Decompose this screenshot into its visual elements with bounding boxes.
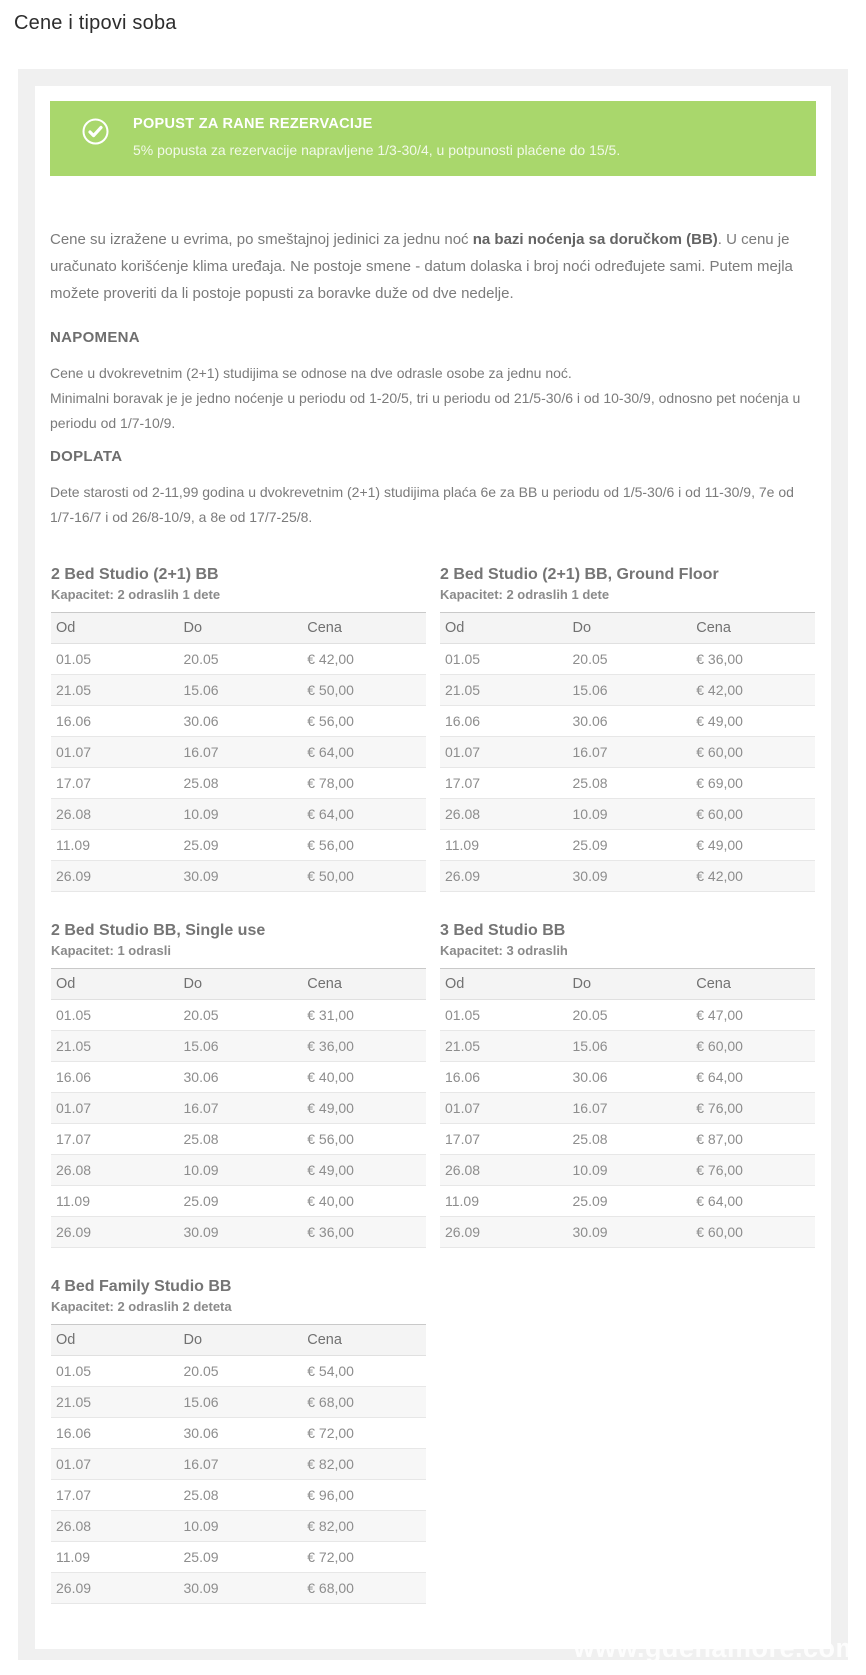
price-row bbox=[440, 861, 815, 892]
cena-cell: € 36,00 bbox=[302, 1217, 426, 1248]
discount-banner bbox=[50, 101, 816, 176]
od-cell: 01.05 bbox=[440, 644, 568, 675]
od-cell: 01.05 bbox=[440, 1000, 568, 1031]
column-header-od: Od bbox=[51, 969, 179, 1000]
do-cell: 30.09 bbox=[568, 1217, 692, 1248]
price-table bbox=[440, 612, 815, 892]
price-row bbox=[440, 768, 815, 799]
cena-cell: € 49,00 bbox=[302, 1155, 426, 1186]
price-row bbox=[440, 1000, 815, 1031]
price-row bbox=[51, 799, 426, 830]
cena-cell: € 72,00 bbox=[302, 1418, 426, 1449]
column-header-od: Od bbox=[51, 1325, 179, 1356]
banner-title: POPUST ZA RANE REZERVACIJE bbox=[133, 116, 373, 132]
do-cell: 25.08 bbox=[179, 1480, 303, 1511]
room-title: 3 Bed Studio BB bbox=[440, 922, 566, 939]
room-title: 2 Bed Studio BB, Single use bbox=[51, 922, 266, 939]
cena-cell: € 49,00 bbox=[691, 706, 815, 737]
od-cell: 26.08 bbox=[51, 799, 179, 830]
do-cell: 15.06 bbox=[179, 1387, 303, 1418]
price-row bbox=[440, 1062, 815, 1093]
price-row bbox=[51, 1124, 426, 1155]
price-row bbox=[440, 706, 815, 737]
do-cell: 25.09 bbox=[568, 1186, 692, 1217]
cena-cell: € 60,00 bbox=[691, 799, 815, 830]
cena-cell: € 87,00 bbox=[691, 1124, 815, 1155]
cena-cell: € 40,00 bbox=[302, 1186, 426, 1217]
room-capacity: Kapacitet: 3 odraslih bbox=[440, 943, 568, 958]
price-row bbox=[51, 1356, 426, 1387]
do-cell: 16.07 bbox=[179, 1093, 303, 1124]
od-cell: 11.09 bbox=[51, 1186, 179, 1217]
do-cell: 10.09 bbox=[179, 1511, 303, 1542]
cena-cell: € 69,00 bbox=[691, 768, 815, 799]
od-cell: 11.09 bbox=[51, 830, 179, 861]
napomena-text bbox=[50, 361, 816, 436]
price-row bbox=[51, 1031, 426, 1062]
column-header-cena: Cena bbox=[302, 969, 426, 1000]
price-row bbox=[440, 675, 815, 706]
content-panel bbox=[18, 69, 848, 1660]
od-cell: 01.07 bbox=[51, 737, 179, 768]
cena-cell: € 42,00 bbox=[691, 861, 815, 892]
cena-cell: € 40,00 bbox=[302, 1062, 426, 1093]
do-cell: 25.09 bbox=[179, 1542, 303, 1573]
cena-cell: € 60,00 bbox=[691, 1031, 815, 1062]
cena-cell: € 54,00 bbox=[302, 1356, 426, 1387]
do-cell: 25.08 bbox=[568, 768, 692, 799]
od-cell: 01.05 bbox=[51, 644, 179, 675]
cena-cell: € 78,00 bbox=[302, 768, 426, 799]
cena-cell: € 36,00 bbox=[302, 1031, 426, 1062]
cena-cell: € 68,00 bbox=[302, 1387, 426, 1418]
od-cell: 21.05 bbox=[51, 675, 179, 706]
do-cell: 30.09 bbox=[179, 1217, 303, 1248]
do-cell: 20.05 bbox=[179, 1356, 303, 1387]
price-row bbox=[51, 768, 426, 799]
doplata-heading: DOPLATA bbox=[50, 448, 123, 465]
do-cell: 16.07 bbox=[179, 1449, 303, 1480]
price-table bbox=[51, 1324, 426, 1604]
do-cell: 15.06 bbox=[568, 1031, 692, 1062]
column-header-od: Od bbox=[51, 613, 179, 644]
do-cell: 30.06 bbox=[568, 706, 692, 737]
price-row bbox=[51, 1511, 426, 1542]
cena-cell: € 82,00 bbox=[302, 1511, 426, 1542]
od-cell: 26.08 bbox=[51, 1155, 179, 1186]
do-cell: 10.09 bbox=[568, 1155, 692, 1186]
od-cell: 01.07 bbox=[51, 1449, 179, 1480]
cena-cell: € 49,00 bbox=[302, 1093, 426, 1124]
price-row bbox=[440, 1093, 815, 1124]
price-row bbox=[51, 1542, 426, 1573]
intro-bold-text: na bazi noćenja sa doručkom (BB) bbox=[472, 231, 718, 248]
napomena-line-1: Cene u dvokrevetnim (2+1) studijima se odnose na dve odrasle osobe za jednu noć. bbox=[50, 365, 572, 381]
price-row bbox=[51, 706, 426, 737]
price-row bbox=[51, 1449, 426, 1480]
price-row bbox=[440, 830, 815, 861]
do-cell: 30.09 bbox=[568, 861, 692, 892]
do-cell: 10.09 bbox=[179, 1155, 303, 1186]
price-row bbox=[51, 737, 426, 768]
room-tables-grid bbox=[50, 566, 816, 1604]
cena-cell: € 64,00 bbox=[691, 1186, 815, 1217]
price-row bbox=[440, 1031, 815, 1062]
cena-cell: € 56,00 bbox=[302, 1124, 426, 1155]
do-cell: 25.08 bbox=[568, 1124, 692, 1155]
price-row bbox=[440, 1186, 815, 1217]
do-cell: 30.06 bbox=[179, 1418, 303, 1449]
price-row bbox=[51, 1573, 426, 1604]
price-row bbox=[51, 861, 426, 892]
cena-cell: € 96,00 bbox=[302, 1480, 426, 1511]
price-table-header-row bbox=[440, 613, 815, 644]
room-capacity: Kapacitet: 1 odrasli bbox=[51, 943, 171, 958]
cena-cell: € 42,00 bbox=[691, 675, 815, 706]
cena-cell: € 64,00 bbox=[302, 799, 426, 830]
price-row bbox=[51, 1480, 426, 1511]
do-cell: 30.09 bbox=[179, 1573, 303, 1604]
price-row bbox=[440, 1124, 815, 1155]
banner-text bbox=[133, 116, 620, 158]
napomena-line-2: Minimalni boravak je je jedno noćenje u periodu od 1-20/5, tri u periodu od 21/5-30/6 i od 10-30/9, odnosno pet noćenja u periodu od 1/7-10/9. bbox=[50, 390, 801, 431]
do-cell: 10.09 bbox=[179, 799, 303, 830]
od-cell: 21.05 bbox=[51, 1031, 179, 1062]
od-cell: 11.09 bbox=[440, 1186, 568, 1217]
do-cell: 30.06 bbox=[179, 706, 303, 737]
od-cell: 17.07 bbox=[51, 768, 179, 799]
od-cell: 21.05 bbox=[51, 1387, 179, 1418]
cena-cell: € 56,00 bbox=[302, 830, 426, 861]
price-table-header-row bbox=[440, 969, 815, 1000]
od-cell: 26.09 bbox=[51, 1217, 179, 1248]
cena-cell: € 76,00 bbox=[691, 1093, 815, 1124]
room-title: 2 Bed Studio (2+1) BB, Ground Floor bbox=[440, 566, 719, 583]
price-row bbox=[51, 1000, 426, 1031]
room-table-block bbox=[51, 566, 426, 892]
do-cell: 25.09 bbox=[179, 830, 303, 861]
price-table-header-row bbox=[51, 969, 426, 1000]
od-cell: 16.06 bbox=[440, 706, 568, 737]
od-cell: 16.06 bbox=[51, 1062, 179, 1093]
cena-cell: € 42,00 bbox=[302, 644, 426, 675]
do-cell: 16.07 bbox=[568, 737, 692, 768]
intro-text-1: Cene su izražene u evrima, po smeštajnoj jedinici za jednu noć bbox=[50, 231, 473, 248]
price-row bbox=[440, 1155, 815, 1186]
price-row bbox=[51, 675, 426, 706]
price-row bbox=[51, 1217, 426, 1248]
od-cell: 11.09 bbox=[51, 1542, 179, 1573]
cena-cell: € 82,00 bbox=[302, 1449, 426, 1480]
cena-cell: € 60,00 bbox=[691, 737, 815, 768]
do-cell: 25.09 bbox=[568, 830, 692, 861]
price-table bbox=[440, 968, 815, 1248]
od-cell: 17.07 bbox=[51, 1124, 179, 1155]
od-cell: 26.09 bbox=[51, 861, 179, 892]
price-row bbox=[440, 644, 815, 675]
room-table-block bbox=[51, 1278, 426, 1604]
page-title: Cene i tipovi soba bbox=[14, 12, 177, 34]
cena-cell: € 47,00 bbox=[691, 1000, 815, 1031]
column-header-cena: Cena bbox=[691, 613, 815, 644]
doplata-text: Dete starosti od 2-11,99 godina u dvokrevetnim (2+1) studijima plaća 6e za BB u periodu od 1/5-30/6 i od 11-30/9, 7e od 1/7-16/7 i od 26/8-10/9, a 8e od 17/7-25/8. bbox=[50, 484, 794, 525]
od-cell: 01.07 bbox=[51, 1093, 179, 1124]
price-row bbox=[440, 1217, 815, 1248]
od-cell: 26.09 bbox=[440, 1217, 568, 1248]
content-card bbox=[35, 86, 831, 1649]
cena-cell: € 50,00 bbox=[302, 861, 426, 892]
cena-cell: € 60,00 bbox=[691, 1217, 815, 1248]
column-header-od: Od bbox=[440, 613, 568, 644]
price-table bbox=[51, 612, 426, 892]
column-header-do: Do bbox=[568, 613, 692, 644]
od-cell: 01.05 bbox=[51, 1356, 179, 1387]
do-cell: 15.06 bbox=[568, 675, 692, 706]
price-table-header-row bbox=[51, 1325, 426, 1356]
column-header-do: Do bbox=[568, 969, 692, 1000]
column-header-cena: Cena bbox=[302, 1325, 426, 1356]
room-table-block bbox=[440, 566, 815, 892]
do-cell: 30.06 bbox=[179, 1062, 303, 1093]
price-row bbox=[51, 1062, 426, 1093]
price-row bbox=[51, 1387, 426, 1418]
check-circle-icon bbox=[82, 118, 109, 150]
price-table bbox=[51, 968, 426, 1248]
od-cell: 16.06 bbox=[440, 1062, 568, 1093]
cena-cell: € 64,00 bbox=[691, 1062, 815, 1093]
od-cell: 01.05 bbox=[51, 1000, 179, 1031]
do-cell: 25.08 bbox=[179, 768, 303, 799]
do-cell: 30.09 bbox=[179, 861, 303, 892]
do-cell: 20.05 bbox=[179, 1000, 303, 1031]
room-table-block bbox=[51, 922, 426, 1248]
price-table-header-row bbox=[51, 613, 426, 644]
cena-cell: € 56,00 bbox=[302, 706, 426, 737]
od-cell: 17.07 bbox=[440, 1124, 568, 1155]
column-header-od: Od bbox=[440, 969, 568, 1000]
od-cell: 21.05 bbox=[440, 675, 568, 706]
price-row bbox=[51, 830, 426, 861]
price-row bbox=[51, 1093, 426, 1124]
od-cell: 11.09 bbox=[440, 830, 568, 861]
od-cell: 26.08 bbox=[440, 799, 568, 830]
od-cell: 26.09 bbox=[51, 1573, 179, 1604]
do-cell: 10.09 bbox=[568, 799, 692, 830]
od-cell: 17.07 bbox=[51, 1480, 179, 1511]
price-row bbox=[51, 644, 426, 675]
room-capacity: Kapacitet: 2 odraslih 1 dete bbox=[440, 587, 610, 602]
watermark: www.gdenamore.com bbox=[573, 1633, 860, 1663]
column-header-cena: Cena bbox=[691, 969, 815, 1000]
cena-cell: € 36,00 bbox=[691, 644, 815, 675]
od-cell: 26.08 bbox=[440, 1155, 568, 1186]
room-capacity: Kapacitet: 2 odraslih 1 dete bbox=[51, 587, 221, 602]
price-row bbox=[440, 737, 815, 768]
cena-cell: € 64,00 bbox=[302, 737, 426, 768]
price-row bbox=[440, 799, 815, 830]
cena-cell: € 50,00 bbox=[302, 675, 426, 706]
do-cell: 20.05 bbox=[179, 644, 303, 675]
cena-cell: € 49,00 bbox=[691, 830, 815, 861]
napomena-heading: NAPOMENA bbox=[50, 329, 140, 346]
intro-paragraph bbox=[50, 226, 816, 307]
price-row bbox=[51, 1155, 426, 1186]
intro-text-2: . U cenu je uračunato korišćenje klima uređaja. Ne postoje smene - datum dolaska i broj noći određujete sami. Putem mejla možete proveriti da li postoje popusti za boravke duže od dve nedelje. bbox=[50, 231, 793, 302]
room-capacity: Kapacitet: 2 odraslih 2 deteta bbox=[51, 1299, 232, 1314]
price-row bbox=[51, 1186, 426, 1217]
do-cell: 16.07 bbox=[179, 737, 303, 768]
do-cell: 25.08 bbox=[179, 1124, 303, 1155]
od-cell: 01.07 bbox=[440, 1093, 568, 1124]
od-cell: 01.07 bbox=[440, 737, 568, 768]
column-header-cena: Cena bbox=[302, 613, 426, 644]
od-cell: 17.07 bbox=[440, 768, 568, 799]
cena-cell: € 68,00 bbox=[302, 1573, 426, 1604]
do-cell: 16.07 bbox=[568, 1093, 692, 1124]
cena-cell: € 31,00 bbox=[302, 1000, 426, 1031]
column-header-do: Do bbox=[179, 969, 303, 1000]
od-cell: 21.05 bbox=[440, 1031, 568, 1062]
room-title: 2 Bed Studio (2+1) BB bbox=[51, 566, 219, 583]
room-table-block bbox=[440, 922, 815, 1248]
cena-cell: € 76,00 bbox=[691, 1155, 815, 1186]
price-row bbox=[51, 1418, 426, 1449]
banner-subtitle: 5% popusta za rezervacije napravljene 1/3-30/4, u potpunosti plaćene do 15/5. bbox=[133, 142, 621, 158]
do-cell: 30.06 bbox=[568, 1062, 692, 1093]
od-cell: 16.06 bbox=[51, 706, 179, 737]
od-cell: 26.08 bbox=[51, 1511, 179, 1542]
do-cell: 25.09 bbox=[179, 1186, 303, 1217]
do-cell: 20.05 bbox=[568, 644, 692, 675]
od-cell: 26.09 bbox=[440, 861, 568, 892]
cena-cell: € 72,00 bbox=[302, 1542, 426, 1573]
do-cell: 15.06 bbox=[179, 1031, 303, 1062]
room-title: 4 Bed Family Studio BB bbox=[51, 1278, 232, 1295]
column-header-do: Do bbox=[179, 1325, 303, 1356]
column-header-do: Do bbox=[179, 613, 303, 644]
od-cell: 16.06 bbox=[51, 1418, 179, 1449]
do-cell: 15.06 bbox=[179, 675, 303, 706]
do-cell: 20.05 bbox=[568, 1000, 692, 1031]
